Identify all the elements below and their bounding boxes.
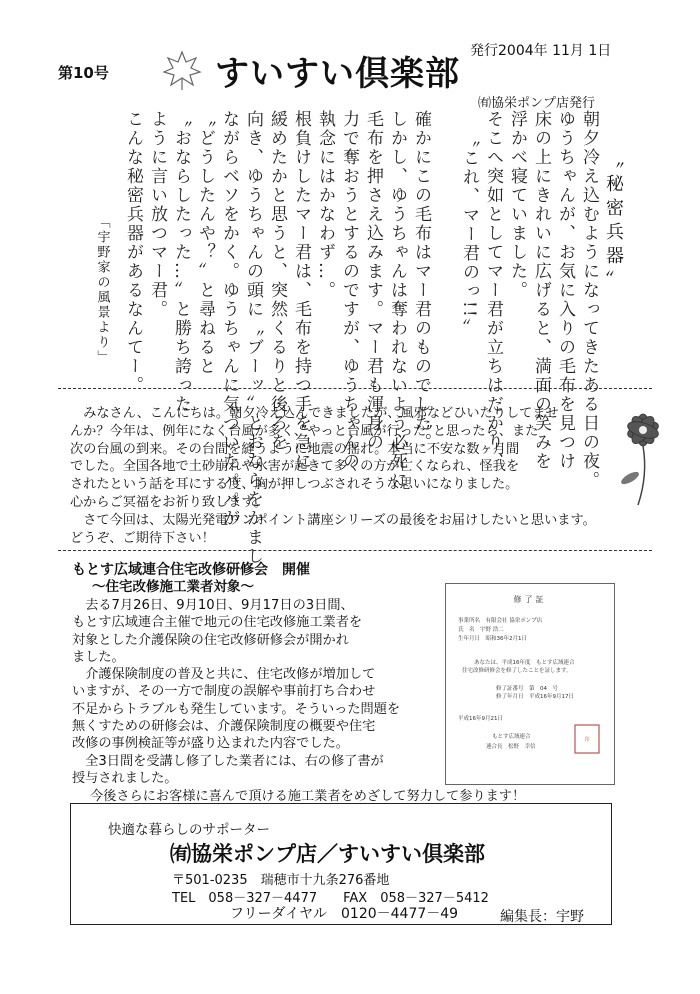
certificate-line: もとす広域連合 <box>492 734 531 740</box>
greeting-line: 心からご冥福をお祈り致します。 <box>70 494 267 510</box>
issue-number: 第10号 <box>58 64 109 82</box>
story-column: 緩めたかと思うと、突然くるりと後ろを <box>267 110 287 452</box>
seminar-line: 改修の事例検証等が盛り込まれた内容でした。 <box>72 736 349 752</box>
story-column: 毛布を押さえ込みます。マー君も渾身の <box>363 110 383 452</box>
seminar-line: 対象とした介護保険の住宅改修研修会が開かれ <box>72 632 349 648</box>
svg-text:印: 印 <box>584 737 590 743</box>
divider <box>58 550 652 551</box>
seminar-line: 去る7月26日、9月10日、9月17日の3日間、 <box>85 598 354 613</box>
maple-leaf-icon <box>160 48 204 92</box>
certificate-image <box>445 583 615 785</box>
seminar-subtitle: ～住宅改修施工業者対象～ <box>92 579 254 595</box>
story-column: ながらベソをかく。ゆうちゃんに気づいたパパが <box>219 110 239 528</box>
closing-message: 今後さらにお客様に喜んで頂ける施工業者をめざして努力して参ります！ <box>90 789 526 804</box>
footer-address: 〒501-0235 瑞穂市十九条276番地 <box>172 873 390 888</box>
seminar-line: 全3日間を受講し修了した業者には、右の修了書が <box>85 753 384 769</box>
greeting-line: みなさん、こんにちは。朝夕冷え込んできましたが、風邪などひいたりしてませ <box>83 406 559 421</box>
issue-date: 発行2004年 11月 1日 <box>470 43 612 59</box>
seminar-line: いますが、その一方で制度の誤解や事前打ち合わせ <box>72 684 376 700</box>
story-column: 力で奪おうとするのですが、ゆうちゃんの <box>339 110 359 471</box>
greeting-text <box>70 405 610 547</box>
certificate-line: 修了証番号 第 04 号 <box>496 686 558 692</box>
certificate-line: 修了年月日 平成16年9月17日 <box>496 694 574 700</box>
story-column: しかし、ゆうちゃんは奪われないよう必死に <box>387 110 407 490</box>
story-column: 根負けしたマー君は、毛布を持つ手を急に <box>291 110 311 471</box>
certificate-line: 連合長 松野 幸信 <box>486 744 536 750</box>
story-column: 執念にはかなわず…。 <box>315 110 335 300</box>
seminar-line: ました。 <box>72 649 125 665</box>
story-column: 〝どうしたんや？〟と尋ねると <box>195 110 215 376</box>
seminar-line: 授与されました。 <box>72 770 178 786</box>
story-column: 確かにこの毛布はマー君のものでした。 <box>411 110 431 452</box>
flower-icon <box>608 390 678 510</box>
seminar-line: 介護保険制度の普及と共に、住宅改修が増加して <box>85 667 376 683</box>
greeting-line: んか？今年は、例年になく台風が多く、”やっと台風が行った”と思ったら、また <box>70 423 539 439</box>
footer-editor: 編集長：宇野 <box>500 909 584 925</box>
seminar-line: 不足からトラブルも発生しています。そういった問題を <box>72 701 401 717</box>
story-column: こんな秘密兵器があるなんてー。 <box>123 110 143 395</box>
greeting-line: どうぞ、ご期待下さい！ <box>70 530 215 546</box>
certificate-line: 平成16年9月21日 <box>458 716 503 722</box>
greeting-line: でした。全国各地で土砂崩れや水害が起きて多くの方が亡くなられ、怪我を <box>70 459 520 475</box>
footer-free-dial: フリーダイヤル 0120－4477－49 <box>230 906 459 922</box>
certificate-line: 事業所名 有限会社 協栄ポンプ店 <box>458 618 543 624</box>
certificate-line: あなたは、平成16年度 もとす広域連合 <box>474 660 575 666</box>
footer-tagline: 快適な暮らしのサポーター <box>108 822 270 838</box>
story-column: そこへ突如としてマー君が立ちはだかり、 <box>483 110 503 471</box>
story-column: 向き、ゆうちゃんの頭に〝ブーッ〟とおならをかまし <box>243 110 263 566</box>
seminar-line: もとす広域連合主催で地元の住宅改修施工業者を <box>72 615 363 631</box>
newsletter-title: すいすい倶楽部 <box>215 54 460 94</box>
certificate-line: 生年月日 昭和36年2月1日 <box>458 636 527 642</box>
story-column: 浮かべ寝ていました。 <box>507 110 527 300</box>
footer-company: ㈲協栄ポンプ店／すいすい倶楽部 <box>170 842 485 866</box>
story-column: 床の上にきれいに広げると、満面の笑みを <box>531 110 551 471</box>
certificate-title: 修了証 <box>513 595 547 604</box>
story-column: 〝おならしたった…〟と勝ち誇った <box>171 110 191 414</box>
publisher: ㈲協栄ポンプ店発行 <box>478 96 596 111</box>
story-column: 〝これ、マー君のっ!!〟 <box>459 130 479 338</box>
seminar-title: もとす広域連合住宅改修研修会 開催 <box>72 562 310 578</box>
seminar-body <box>72 597 422 787</box>
greeting-line: さて今回は、太陽光発電ワンポイント講座シリーズの最後をお届けしたいと思います。 <box>83 512 596 528</box>
certificate-seal <box>574 724 600 754</box>
story-caption: 「宇野家の風景より」 <box>94 215 110 365</box>
story-column: 朝夕冷え込むようになってきたある日の夜。 <box>579 110 599 490</box>
greeting-line: されたという話を耳にする度、胸が押しつぶされそうな思いになりました。 <box>70 477 519 493</box>
greeting-line: 次の台風の到来。その台間を縫うように地震の揺れ。本当に不安な数ヶ月間 <box>70 441 520 457</box>
seminar-line: 無くすための研修会は、介護保険制度の概要や住宅 <box>72 719 376 735</box>
story-column: ゆうちゃんが、お気に入りの毛布を見つけ <box>555 110 575 471</box>
story-title: 〝秘密兵器〟 <box>603 150 624 294</box>
divider <box>58 388 652 389</box>
certificate-line: 氏 名 宇野 浩二 <box>458 627 504 633</box>
story-column: ように言い放つマー君。 <box>147 110 167 319</box>
footer-phone: TEL 058－327－4477 FAX 058－327－5412 <box>172 891 489 906</box>
certificate-line: 住宅改修研修会を修了したことを証します。 <box>462 668 572 674</box>
